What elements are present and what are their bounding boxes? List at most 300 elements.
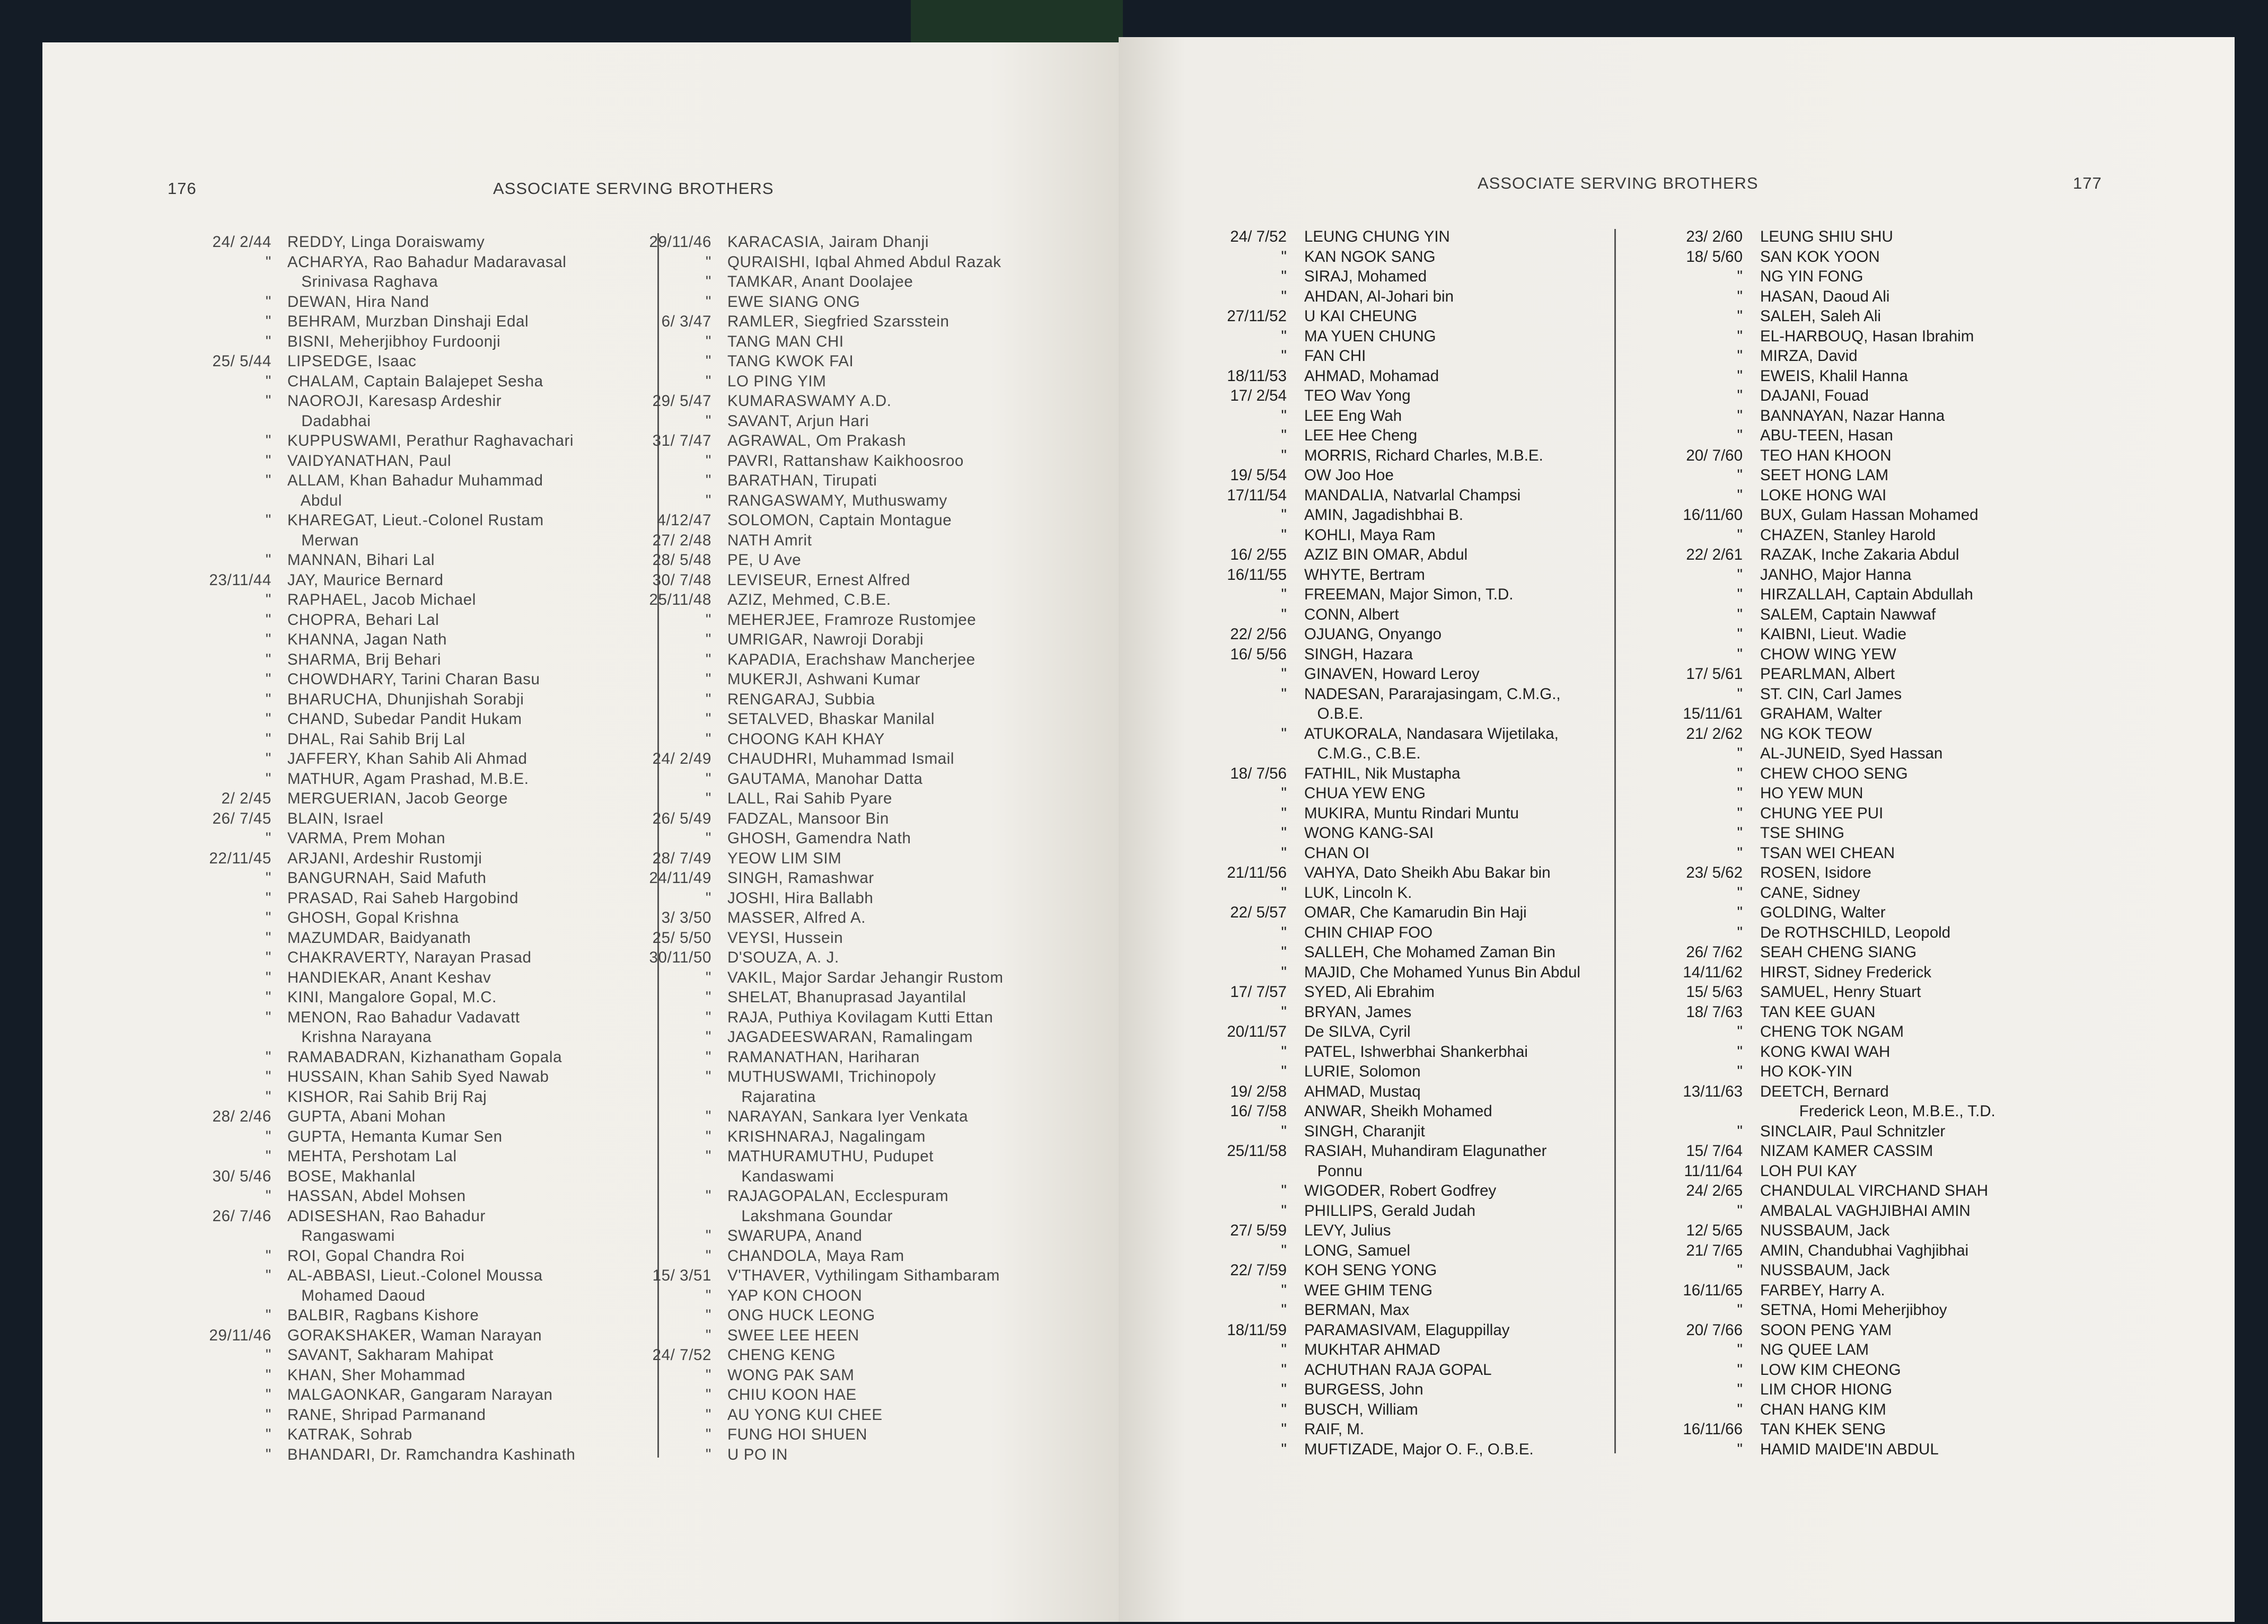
entry-name: FREEMAN, Major Simon, T.D. [1304,586,1514,603]
entry-name: RAMABADRAN, Kizhanatham Gopala [287,1048,562,1066]
entry-name: NG KOK TEOW [1760,725,1872,743]
entry-name: JAGADEESWARAN, Ramalingam [727,1028,973,1046]
entry-date: 16/11/55 [1227,566,1287,584]
entry-name: RAMLER, Siegfried Szarsstein [727,313,950,330]
entry-name: NG YIN FONG [1760,268,1863,285]
entry-date: " [705,491,711,509]
entry-name: SETNA, Homi Meherjibhoy [1760,1301,1947,1319]
entry-date: " [1281,1122,1287,1140]
entry-name: ACHARYA, Rao Bahadur Madaravasal [287,253,567,271]
entry-name: V'THAVER, Vythilingam Sithambaram [727,1267,1000,1284]
entry-name: BANGURNAH, Said Mafuth [287,869,487,887]
entry-date: " [265,472,271,489]
entry-date: 18/11/53 [1227,367,1287,385]
entry-date: " [705,1227,711,1245]
entry-name: Frederick Leon, M.B.E., T.D. [1760,1102,1996,1120]
entry-name: LIPSEDGE, Isaac [287,352,417,370]
entry-name: UMRIGAR, Nawroji Dorabji [727,631,924,648]
entry-name: Dadabhai [287,412,371,430]
entry-date: " [1737,526,1743,544]
entry-name: CHAN OI [1304,844,1369,862]
entry-date: 25/ 5/44 [212,352,271,370]
entry-date: " [705,273,711,290]
entry-date: " [1737,367,1743,385]
entry-name: MUKERJI, Ashwani Kumar [727,670,921,688]
entry-name: CHOWDHARY, Tarini Charan Basu [287,670,540,688]
entry-date: " [1737,625,1743,643]
entry-name: WIGODER, Robert Godfrey [1304,1182,1497,1199]
entry-name: DAJANI, Fouad [1760,387,1869,404]
entry-name: Rajaratina [727,1088,816,1106]
entry-date: " [705,1326,711,1344]
entry-name: GHOSH, Gamendra Nath [727,829,911,847]
entry-date: " [265,611,271,629]
entry-name: GUPTA, Abani Mohan [287,1108,446,1125]
page-number: 176 [168,179,197,198]
entry-date: " [705,1108,711,1125]
entry-name: GAUTAMA, Manohar Datta [727,770,923,788]
entry-name: ABU-TEEN, Hasan [1760,427,1893,444]
entry-name: CHUNG YEE PUI [1760,804,1884,822]
entry-date: " [1737,1261,1743,1279]
entry-date: " [265,551,271,569]
entry-date: " [1737,844,1743,862]
entry-name: JANHO, Major Hanna [1760,566,1912,584]
entry-name: KUMARASWAMY A.D. [727,392,892,410]
entry-name: TSAN WEI CHEAN [1760,844,1895,862]
entry-date: " [1737,327,1743,345]
entry-name: SINGH, Ramashwar [727,869,874,887]
entry-name: HIRZALLAH, Captain Abdullah [1760,586,1973,603]
entry-name: VAKIL, Major Sardar Jehangir Rustom [727,968,1004,986]
entry-date: " [1737,1400,1743,1418]
entry-date: " [265,1068,271,1085]
entry-date: " [1737,1043,1743,1061]
entry-name: SAMUEL, Henry Stuart [1760,983,1921,1001]
entry-name: MAJID, Che Mohamed Yunus Bin Abdul [1304,963,1580,981]
entry-name: MUKIRA, Muntu Rindari Muntu [1304,804,1519,822]
entry-date: 22/ 5/57 [1230,904,1287,921]
entry-name: KONG KWAI WAH [1760,1043,1891,1061]
entry-date: " [1281,1241,1287,1259]
entry-date: " [705,332,711,350]
entry-date: " [265,690,271,708]
entry-date: " [265,1366,271,1384]
entry-name: PARAMASIVAM, Elaguppillay [1304,1321,1510,1339]
entry-name: BHARUCHA, Dhunjishah Sorabji [287,690,524,708]
entry-date: " [1737,287,1743,305]
entry-date: " [1281,427,1287,444]
entry-name: KATRAK, Sohrab [287,1426,412,1443]
entry-date: " [1737,566,1743,584]
entry-date: " [1281,844,1287,862]
entry-name: KISHOR, Rai Sahib Brij Raj [287,1088,487,1106]
entry-date: " [1737,427,1743,444]
entry-name: ATUKORALA, Nandasara Wijetilaka, [1304,725,1559,743]
entry-date: 30/ 7/48 [652,571,711,589]
entry-name: GUPTA, Hemanta Kumar Sen [287,1127,503,1145]
entry-date: 22/ 2/61 [1686,546,1743,563]
entry-name: GOLDING, Walter [1760,904,1886,921]
entry-name: SALEH, Saleh Ali [1760,307,1881,325]
entry-name: BOSE, Makhanlal [287,1167,416,1185]
entry-date: 3/ 3/50 [661,909,711,926]
entry-name: LEUNG CHUNG YIN [1304,228,1450,245]
entry-name: ROI, Gopal Chandra Roi [287,1247,465,1265]
entry-name: NAOROJI, Karesasp Ardeshir [287,392,502,410]
entry-name: HASAN, Daoud Ali [1760,287,1890,305]
entry-name: ROSEN, Isidore [1760,864,1871,881]
entry-name: EWEIS, Khalil Hanna [1760,367,1908,385]
entry-date: 29/11/46 [209,1326,271,1344]
entry-date: 24/11/49 [649,869,711,887]
entry-date: 22/ 2/56 [1230,625,1287,643]
entry-name: TANG MAN CHI [727,332,844,350]
entry-date: " [265,929,271,947]
entry-name: O.B.E. [1304,705,1364,722]
entry-name: NG QUEE LAM [1760,1341,1869,1358]
entry-date: 17/11/54 [1227,486,1287,504]
entry-date: 16/11/60 [1683,506,1743,524]
entry-date: " [265,1445,271,1463]
entry-name: GRAHAM, Walter [1760,705,1883,722]
entry-name: TEO HAN KHOON [1760,446,1892,464]
entry-name: CHIU KOON HAE [727,1386,857,1404]
entry-name: Rangaswami [287,1227,395,1245]
entry-name: GORAKSHAKER, Waman Narayan [287,1326,542,1344]
entry-name: BEHRAM, Murzban Dinshaji Edal [287,313,529,330]
running-head: ASSOCIATE SERVING BROTHERS [493,179,774,198]
entry-date: " [265,1406,271,1424]
entry-name: DEETCH, Bernard [1760,1082,1889,1100]
entry-date: " [1281,1063,1287,1080]
entry-date: 28/ 7/49 [652,849,711,867]
entry-date: 21/11/56 [1227,864,1287,881]
entry-date: " [265,750,271,767]
entry-name: AZIZ, Mehmed, C.B.E. [727,591,891,608]
entry-date: " [1737,824,1743,842]
entry-name: BANNAYAN, Nazar Hanna [1760,407,1945,425]
entry-date: " [1737,387,1743,404]
entry-date: 26/ 7/46 [212,1207,271,1225]
entry-date: " [1281,725,1287,743]
entry-name: PEARLMAN, Albert [1760,665,1895,683]
entry-date: 24/ 7/52 [652,1346,711,1364]
entry-name: TSE SHING [1760,824,1844,842]
entry-name: SAVANT, Sakharam Mahipat [287,1346,494,1364]
entry-date: 16/ 7/58 [1230,1102,1287,1120]
entry-name: Abdul [287,491,342,509]
entry-date: " [265,968,271,986]
entry-date: 27/11/52 [1227,307,1287,325]
entry-name: AMIN, Chandubhai Vaghjibhai [1760,1241,1969,1259]
entry-name: FADZAL, Mansoor Bin [727,809,889,827]
entry-date: " [1737,904,1743,921]
entry-date: " [265,1127,271,1145]
entry-name: MAZUMDAR, Baidyanath [287,929,471,947]
entry-name: JAY, Maurice Bernard [287,571,444,589]
entry-name: KAIBNI, Lieut. Wadie [1760,625,1907,643]
entry-date: " [705,690,711,708]
entry-date: " [705,829,711,847]
entry-date: " [705,889,711,907]
entry-date: " [705,1148,711,1165]
entry-date: 19/ 5/54 [1230,466,1287,484]
entry-name: KHAREGAT, Lieut.-Colonel Rustam [287,511,544,529]
entry-date: " [1737,347,1743,365]
entry-date: 21/ 7/65 [1686,1241,1743,1259]
entry-name: SHARMA, Brij Behari [287,650,442,668]
entry-date: 21/ 2/62 [1686,725,1743,743]
entry-name: BUSCH, William [1304,1400,1418,1418]
entry-name: CHENG TOK NGAM [1760,1023,1904,1040]
column-divider [1614,229,1616,1453]
entry-date: 30/11/50 [649,949,711,966]
entry-date: 17/ 2/54 [1230,387,1287,404]
entry-name: MUFTIZADE, Major O. F., O.B.E. [1304,1440,1534,1458]
entry-date: " [1281,526,1287,544]
entry-name: ADISESHAN, Rao Bahadur [287,1207,486,1225]
right-page [1119,37,2235,1622]
entry-name: SIRAJ, Mohamed [1304,268,1427,285]
entry-date: 4/12/47 [657,511,711,529]
entry-name: BALBIR, Ragbans Kishore [287,1307,479,1324]
entry-name: OMAR, Che Kamarudin Bin Haji [1304,904,1527,921]
entry-date: " [1281,248,1287,266]
entry-name: RENGARAJ, Subbia [727,690,875,708]
entry-date: 20/ 7/66 [1686,1321,1743,1339]
entry-date: 19/ 2/58 [1230,1082,1287,1100]
entry-date: " [1737,268,1743,285]
entry-date: " [265,988,271,1006]
page-number: 177 [2073,174,2102,192]
entry-date: " [705,1445,711,1463]
entry-date: 23/11/44 [209,571,271,589]
entry-date: " [705,1406,711,1424]
entry-name: CHOONG KAH KHAY [727,730,885,748]
entry-date: " [1737,486,1743,504]
entry-date: " [1737,1361,1743,1379]
entry-date: 24/ 2/49 [652,750,711,767]
entry-date: " [265,253,271,271]
entry-name: CHAUDHRI, Muhammad Ismail [727,750,955,767]
entry-date: 14/11/62 [1683,963,1743,981]
entry-date: 24/ 2/65 [1686,1182,1743,1199]
entry-name: FARBEY, Harry A. [1760,1281,1885,1299]
entry-name: RASIAH, Muhandiram Elagunather [1304,1142,1547,1160]
entry-name: TAN KEE GUAN [1760,1003,1876,1021]
entry-date: " [1281,1043,1287,1061]
entry-date: " [1737,1063,1743,1080]
entry-name: LEE Eng Wah [1304,407,1402,425]
entry-name: NIZAM KAMER CASSIM [1760,1142,1933,1160]
entry-date: " [1281,287,1287,305]
entry-date: 22/ 7/59 [1230,1261,1287,1279]
entry-date: 20/ 7/60 [1686,446,1743,464]
entry-name: EL-HARBOUQ, Hasan Ibrahim [1760,327,1974,345]
entry-name: BISNI, Meherjibhoy Furdoonji [287,332,501,350]
entry-name: KRISHNARAJ, Nagalingam [727,1127,926,1145]
entry-name: CHAZEN, Stanley Harold [1760,526,1936,544]
entry-name: LEUNG SHIU SHU [1760,228,1893,245]
entry-name: HIRST, Sidney Frederick [1760,963,1931,981]
entry-name: MORRIS, Richard Charles, M.B.E. [1304,446,1543,464]
entry-name: ANWAR, Sheikh Mohamed [1304,1102,1492,1120]
entry-name: BUX, Gulam Hassan Mohamed [1760,506,1979,524]
entry-name: De SILVA, Cyril [1304,1023,1411,1040]
entry-date: " [1737,605,1743,623]
entry-date: " [1281,1341,1287,1358]
entry-date: 29/ 5/47 [652,392,711,410]
entry-name: LEVISEUR, Ernest Alfred [727,571,910,589]
entry-date: 15/11/61 [1683,705,1743,722]
entry-date: " [265,730,271,748]
entry-date: " [705,1386,711,1404]
entry-name: GHOSH, Gopal Krishna [287,909,459,926]
entry-date: 23/ 2/60 [1686,228,1743,245]
entry-date: " [1281,963,1287,981]
entry-date: " [265,372,271,390]
entry-date: 27/ 5/59 [1230,1222,1287,1239]
entry-date: " [265,631,271,648]
entry-name: U PO IN [727,1445,788,1463]
entry-name: BLAIN, Israel [287,809,384,827]
entry-name: SINGH, Hazara [1304,645,1413,663]
entry-date: 28/ 5/48 [652,551,711,569]
entry-name: SOLOMON, Captain Montague [727,511,952,529]
entry-date: " [265,293,271,311]
entry-date: 18/ 7/56 [1230,764,1287,782]
entry-date: " [1737,745,1743,762]
entry-name: BERMAN, Max [1304,1301,1410,1319]
entry-name: D'SOUZA, A. J. [727,949,839,966]
entry-name: CHEW CHOO SENG [1760,764,1908,782]
entry-name: SINGH, Charanjit [1304,1122,1425,1140]
entry-name: LIM CHOR HIONG [1760,1381,1893,1398]
entry-date: 26/ 7/62 [1686,943,1743,961]
entry-name: QURAISHI, Iqbal Ahmed Abdul Razak [727,253,1001,271]
entry-date: " [1281,1301,1287,1319]
entry-name: ALLAM, Khan Bahadur Muhammad [287,472,543,489]
entry-name: SOON PENG YAM [1760,1321,1892,1339]
entry-name: SAN KOK YOON [1760,248,1880,266]
entry-date: " [1737,586,1743,603]
entry-name: KAPADIA, Erachshaw Mancherjee [727,650,975,668]
entry-date: " [265,1267,271,1284]
entry-name: LALL, Rai Sahib Pyare [727,790,893,807]
entry-name: AZIZ BIN OMAR, Abdul [1304,546,1468,563]
entry-date: " [705,472,711,489]
entry-date: " [265,1247,271,1265]
entry-name: PATEL, Ishwerbhai Shankerbhai [1304,1043,1528,1061]
entry-date: " [1281,446,1287,464]
left-page [42,42,1119,1622]
entry-date: 22/11/45 [209,849,271,867]
entry-name: LOW KIM CHEONG [1760,1361,1901,1379]
entry-date: 27/ 2/48 [652,531,711,549]
entry-date: " [265,869,271,887]
entry-date: 24/ 7/52 [1230,228,1287,245]
entry-name: CHANDULAL VIRCHAND SHAH [1760,1182,1989,1199]
entry-date: " [265,1187,271,1205]
entry-name: ONG HUCK LEONG [727,1307,875,1324]
entry-date: 23/ 5/62 [1686,864,1743,881]
entry-date: " [265,829,271,847]
entry-date: " [705,452,711,470]
entry-name: GINAVEN, Howard Leroy [1304,665,1480,683]
entry-date: " [705,293,711,311]
entry-name: CANE, Sidney [1760,884,1860,902]
entry-name: LEVY, Julius [1304,1222,1391,1239]
entry-date: " [265,1307,271,1324]
entry-name: DHAL, Rai Sahib Brij Lal [287,730,465,748]
entry-name: YEOW LIM SIM [727,849,842,867]
entry-date: " [705,412,711,430]
entry-name: KINI, Mangalore Gopal, M.C. [287,988,497,1006]
entry-date: 16/ 5/56 [1230,645,1287,663]
entry-date: " [1737,1440,1743,1458]
entry-name: MERGUERIAN, Jacob George [287,790,508,807]
entry-date: " [705,1366,711,1384]
entry-name: AGRAWAL, Om Prakash [727,432,907,449]
entry-name: CHOPRA, Behari Lal [287,611,439,629]
entry-date: " [265,909,271,926]
entry-date: " [1281,1440,1287,1458]
entry-name: SALEM, Captain Nawwaf [1760,605,1936,623]
entry-name: RANGASWAMY, Muthuswamy [727,491,947,509]
entry-name: RAIF, M. [1304,1420,1365,1438]
entry-date: " [1737,685,1743,703]
entry-date: " [265,770,271,788]
entry-date: " [705,1307,711,1324]
entry-date: " [265,432,271,449]
entry-name: HASSAN, Abdel Mohsen [287,1187,466,1205]
entry-name: KOHLI, Maya Ram [1304,526,1436,544]
entry-name: AU YONG KUI CHEE [727,1406,883,1424]
entry-date: " [705,1008,711,1026]
entry-date: 25/11/48 [649,591,711,608]
entry-date: " [1737,804,1743,822]
entry-date: 15/ 5/63 [1686,983,1743,1001]
entry-name: Mohamed Daoud [287,1286,426,1304]
entry-date: 6/ 3/47 [661,313,711,330]
entry-date: " [705,790,711,807]
entry-name: LEE Hee Cheng [1304,427,1418,444]
entry-date: " [1737,1122,1743,1140]
entry-name: SWARUPA, Anand [727,1227,863,1245]
entry-date: " [1737,923,1743,941]
entry-date: " [1281,1202,1287,1220]
entry-name: FATHIL, Nik Mustapha [1304,764,1461,782]
entry-date: 26/ 5/49 [652,809,711,827]
entry-name: U KAI CHEUNG [1304,307,1418,325]
entry-date: " [1281,665,1287,683]
entry-date: " [1281,1182,1287,1199]
entry-date: " [705,710,711,728]
entry-name: WONG KANG-SAI [1304,824,1434,842]
entry-name: HANDIEKAR, Anant Keshav [287,968,491,986]
entry-name: MEHERJEE, Framroze Rustomjee [727,611,977,629]
entry-name: WHYTE, Bertram [1304,566,1425,584]
entry-name: SWEE LEE HEEN [727,1326,859,1344]
entry-name: MANDALIA, Natvarlal Champsi [1304,486,1521,504]
entry-date: " [1281,506,1287,524]
entry-date: " [1737,466,1743,484]
entry-date: " [265,332,271,350]
entry-date: 2/ 2/45 [221,790,271,807]
entry-date: " [1281,884,1287,902]
entry-date: " [265,1148,271,1165]
